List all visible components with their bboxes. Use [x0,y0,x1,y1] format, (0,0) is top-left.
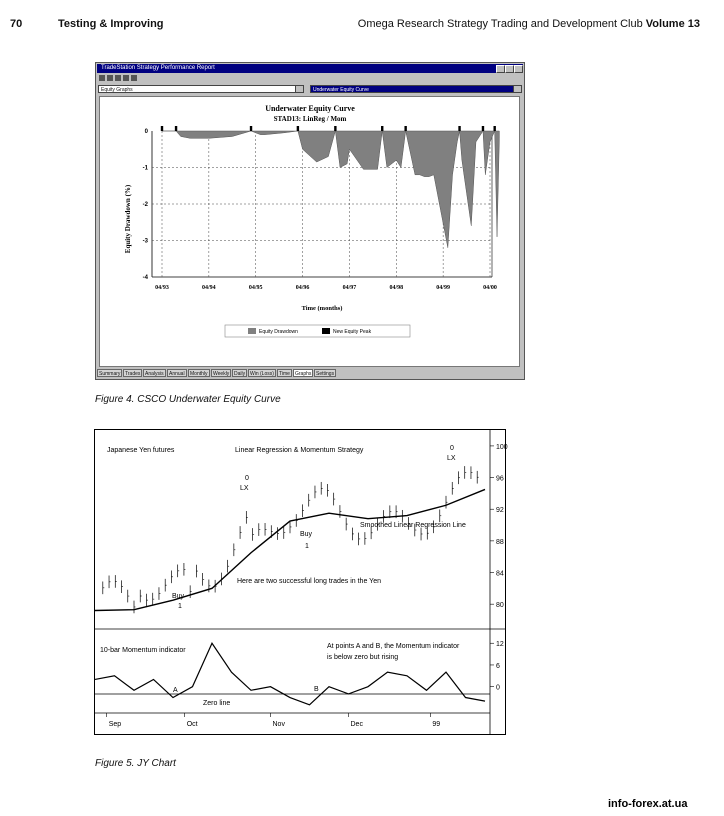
month-labels [107,713,441,728]
legend-peak: New Equity Peak [333,329,372,335]
watermark: info-forex.at.ua [608,798,688,810]
graph-view-value: Underwater Equity Curve [313,87,369,93]
save-icon[interactable] [115,75,121,81]
price-bars [103,466,479,613]
month-label: Sep [108,721,122,728]
price-ticks [490,444,508,609]
tab-monthly[interactable]: Monthly [190,371,208,377]
price-tick-label: 100 [496,443,508,451]
y-tick-label: -3 [142,238,148,245]
momentum-ticks [490,641,504,691]
points-note-2: is below zero but rising [327,654,399,661]
equity-peak-mark [404,126,406,131]
exit-mark-2: 0 [450,445,454,452]
graph-type-value: Equity Graphs [101,87,133,93]
y-tick-label: -4 [142,275,148,281]
price-tick-label: 96 [496,475,504,483]
drawdown-series [162,131,499,248]
equity-peak-mark [175,126,177,131]
tab-win-loss-[interactable]: Win (Loss) [250,371,274,377]
x-tick-label: 04/98 [389,285,404,291]
x-tick-label: 04/99 [436,285,450,291]
month-label: Oct [186,721,198,728]
momentum-tick-label: 12 [496,641,504,649]
chart-title: Underwater Equity Curve [265,104,355,113]
jy-chart-svg [95,430,508,734]
window-title: TradeStation Strategy Performance Report [101,65,215,71]
equity-peak-mark [161,126,163,131]
page-number: 70 [10,18,23,30]
price-tick-label: 92 [496,507,504,515]
chart-subtitle: STAD13: LinReg / Mom [273,115,347,123]
equity-peak-mark [482,126,484,131]
maximize-button[interactable] [505,65,514,73]
buy-label-1: Buy [172,593,185,600]
minimize-button[interactable] [496,65,505,73]
equity-peak-mark [381,126,383,131]
equity-peak-mark [250,126,252,131]
window-toolbar [97,74,523,83]
price-tick-label: 88 [496,538,504,546]
price-tick-label: 80 [496,602,504,610]
chevron-down-icon[interactable] [513,86,521,92]
y-tick-label: -2 [142,202,148,208]
x-tick-label: 04/95 [248,285,263,291]
x-tick-label: 04/94 [202,285,216,291]
strategy-label: Linear Regression & Momentum Strategy [235,447,364,454]
month-label: Nov [272,721,285,728]
help-icon[interactable] [131,75,137,81]
month-label: 99 [432,721,441,728]
tab-summary[interactable]: Summary [99,371,121,377]
print-icon[interactable] [99,75,105,81]
legend-swatch-drawdown [248,328,256,334]
tab-daily[interactable]: Daily [234,371,246,377]
x-tick-label: 04/93 [155,285,169,291]
underwater-equity-chart [100,97,519,366]
exit-label-2: LX [447,455,456,462]
equity-peak-mark [297,126,299,131]
graph-view-select[interactable] [310,85,522,93]
price-tick-label: 84 [496,570,504,578]
x-tick-label: 04/96 [295,285,310,291]
equity-peak-mark [334,126,336,131]
y-tick-label: 0 [144,129,148,135]
volume-label: Volume 13 [645,18,700,30]
x-tick-label: 04/97 [342,285,357,291]
point-a-label: A [173,687,178,694]
instrument-label: Japanese Yen futures [107,447,175,454]
chevron-down-icon[interactable] [295,86,303,92]
tab-graphs[interactable]: Graphs [295,371,312,377]
exit-mark-1: 0 [245,475,249,482]
trade-number-1: 1 [178,603,182,610]
x-tick-label: 04/00 [483,285,497,291]
drawdown-area [162,131,499,248]
momentum-tick-label: 0 [496,684,500,692]
x-axis-label: Time (months) [301,305,343,312]
point-b-label: B [314,686,319,693]
exit-label-1: LX [240,485,249,492]
momentum-tick-label: 6 [496,662,500,670]
publication-title [358,18,700,30]
y-tick-labels [143,129,149,281]
tab-annual[interactable]: Annual [169,371,185,377]
jy-chart [94,429,506,735]
figure4-caption: Figure 4. CSCO Underwater Equity Curve [95,394,281,405]
tab-weekly[interactable]: Weekly [213,371,230,377]
month-label: Dec [350,721,363,728]
page-header [10,18,700,36]
legend-drawdown: Equity Drawdown [259,329,298,335]
section-title: Testing & Improving [58,18,164,30]
equity-peak-mark [458,126,460,131]
club-name: Omega Research Strategy Trading and Development Club [357,18,643,30]
trades-note: Here are two successful long trades in the Yen [237,578,381,585]
legend-swatch-peak [322,328,330,334]
points-note-1: At points A and B, the Momentum indicator [327,643,460,650]
figure5-caption: Figure 5. JY Chart [95,758,176,769]
tab-settings[interactable]: Settings [316,371,335,377]
tab-time[interactable]: Time [279,371,290,377]
momentum-label: 10-bar Momentum indicator [100,647,186,654]
smoothed-regression-line [95,489,485,610]
close-button[interactable] [514,65,523,73]
trade-number-2: 1 [305,543,309,550]
equity-peak-marks [161,126,496,131]
smoothed-line-label: Smoothed Linear Regression Line [360,522,466,529]
equity-peak-mark [493,126,495,131]
tab-trades[interactable]: Trades [125,371,141,377]
x-tick-labels [155,285,497,291]
tab-analysis[interactable]: Analysis [145,371,164,377]
buy-label-2: Buy [300,531,313,538]
y-axis-label: Equity Drawdown (%) [124,184,132,254]
window-titlebar [97,64,523,73]
zero-line-label: Zero line [203,700,231,707]
settings-icon[interactable] [123,75,129,81]
graph-canvas [99,96,520,367]
graph-type-select[interactable] [98,85,304,93]
copy-icon[interactable] [107,75,113,81]
y-tick-label: -1 [142,165,148,172]
performance-report-window [95,62,525,380]
